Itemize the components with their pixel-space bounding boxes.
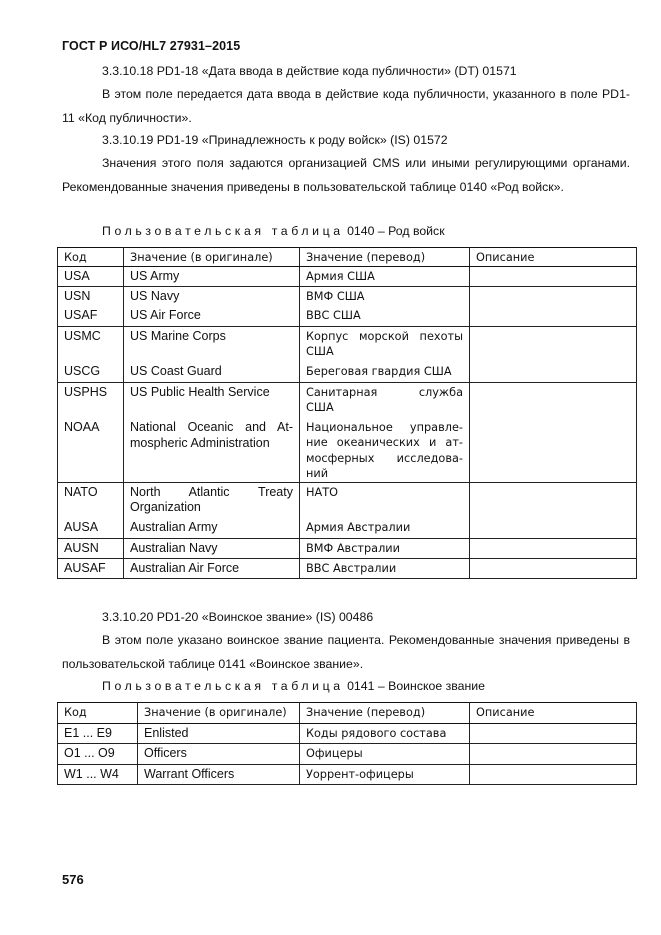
cell-description: [470, 723, 637, 744]
header-cell-original: Значение (в оригинале): [138, 703, 300, 724]
code-nato: NATO: [64, 484, 98, 499]
code-uscg: USCG: [64, 364, 101, 378]
translation-nato: НАТО: [306, 485, 339, 499]
code-usphs: USPHS: [64, 384, 108, 399]
header-cell-code: Код: [58, 248, 124, 267]
cell-description: [470, 558, 637, 578]
table-row-group: [58, 286, 637, 326]
cell-original: [124, 286, 300, 326]
cell-code: USA: [58, 266, 124, 286]
document-header: ГОСТ Р ИСО/HL7 27931–2015: [62, 39, 241, 53]
cell-code: O1 ... O9: [58, 744, 138, 765]
translation-noaa-line4: ний: [306, 467, 329, 480]
cell-translation: Уоррент-офицеры: [300, 764, 470, 785]
original-ausa: Australian Army: [130, 519, 218, 534]
original-usmc: US Marine Corps: [130, 328, 226, 343]
table-0140-caption-title: 0140 – Род войск: [347, 224, 445, 238]
translation-usn: ВМФ США: [306, 289, 365, 303]
original-usn: US Navy: [130, 288, 180, 303]
section-20-heading: 3.3.10.20 PD1-20 «Воинское звание» (IS) 00486: [102, 610, 374, 624]
page-number: 576: [62, 872, 84, 887]
cell-original: [124, 482, 300, 538]
header-cell-translation: Значение (перевод): [300, 248, 470, 267]
translation-usmc-line2: США: [306, 345, 334, 358]
cell-original: [124, 326, 300, 382]
table-row-group: [58, 382, 637, 482]
section-18-body: В этом поле передается дата ввода в действие кода публичности, указанного в поле PD1-11 «Код публичности».: [62, 87, 630, 125]
cell-translation: ВВС Австралии: [300, 558, 470, 578]
cell-original: Enlisted: [138, 723, 300, 744]
cell-description: [470, 326, 637, 382]
original-usphs: US Public Health Service: [130, 384, 270, 399]
cell-code: AUSAF: [58, 558, 124, 578]
table-header-row: [58, 248, 637, 267]
original-noaa-line1: National Oceanic and At-: [130, 420, 293, 434]
cell-code: W1 ... W4: [58, 764, 138, 785]
table-0140: [57, 247, 637, 579]
cell-description: [470, 266, 637, 286]
cell-translation: [300, 326, 470, 382]
table-row: [58, 723, 637, 744]
cell-original: Australian Air Force: [124, 558, 300, 578]
table-0141-caption-label: Пользовательская таблица: [102, 679, 344, 693]
cell-description: [470, 482, 637, 538]
table-row: [58, 538, 637, 558]
cell-translation: Офицеры: [300, 744, 470, 765]
cell-code: E1 ... E9: [58, 723, 138, 744]
translation-noaa-line3: мосферных исследова-: [306, 451, 463, 465]
cell-translation: [300, 482, 470, 538]
original-nato-line2: Organization: [130, 500, 201, 514]
cell-description: [470, 286, 637, 326]
table-row: [58, 558, 637, 578]
code-usaf: USAF: [64, 308, 98, 322]
table-0141-caption: [102, 679, 485, 693]
table-row: [58, 764, 637, 785]
cell-translation: ВМФ Австралии: [300, 538, 470, 558]
cell-translation: [300, 286, 470, 326]
table-0141: [57, 702, 637, 785]
original-usaf: US Air Force: [130, 308, 201, 322]
original-nato-line1: North Atlantic Treaty: [130, 484, 293, 499]
translation-usphs-line1: Санитарная служба: [306, 385, 463, 399]
translation-usphs-line2: США: [306, 401, 334, 414]
cell-description: [470, 382, 637, 482]
table-row-group: [58, 326, 637, 382]
translation-usmc-line1: Корпус морской пехоты: [306, 329, 463, 343]
cell-original: [124, 382, 300, 482]
cell-original: Australian Navy: [124, 538, 300, 558]
translation-usaf: ВВС США: [306, 309, 361, 322]
table-0140-caption-label: Пользовательская таблица: [102, 224, 344, 238]
cell-code: AUSN: [58, 538, 124, 558]
cell-original: Officers: [138, 744, 300, 765]
cell-translation: [300, 382, 470, 482]
table-row-group: [58, 482, 637, 538]
table-header-row: [58, 703, 637, 724]
table-row: [58, 266, 637, 286]
cell-original: Warrant Officers: [138, 764, 300, 785]
code-ausa: AUSA: [64, 520, 99, 534]
cell-translation: Коды рядового состава: [300, 723, 470, 744]
original-uscg: US Coast Guard: [130, 364, 222, 378]
header-cell-description: Описание: [470, 703, 637, 724]
cell-code: [58, 286, 124, 326]
cell-code: [58, 482, 124, 538]
cell-description: [470, 764, 637, 785]
cell-code: [58, 382, 124, 482]
cell-translation: Армия США: [300, 266, 470, 286]
header-cell-translation: Значение (перевод): [300, 703, 470, 724]
cell-code: [58, 326, 124, 382]
table-row: [58, 744, 637, 765]
header-cell-original: Значение (в оригинале): [124, 248, 300, 267]
section-19-heading: 3.3.10.19 PD1-19 «Принадлежность к роду войск» (IS) 01572: [102, 133, 448, 147]
code-usmc: USMC: [64, 328, 101, 343]
cell-description: [470, 538, 637, 558]
translation-uscg: Береговая гвардия США: [306, 364, 452, 378]
section-20-body: В этом поле указано воинское звание пациента. Рекомендованные значения приведены в пользовательской таблице 0141 «Воинское звание».: [62, 633, 630, 671]
translation-noaa-line1: Национальное управле-: [306, 420, 463, 434]
cell-description: [470, 744, 637, 765]
translation-ausa: Армия Австралии: [306, 521, 411, 534]
table-0140-caption: [102, 224, 445, 238]
original-noaa-line2: mospheric Administration: [130, 435, 270, 450]
cell-original: US Army: [124, 266, 300, 286]
header-cell-code: Код: [58, 703, 138, 724]
table-0141-caption-title: 0141 – Воинское звание: [347, 679, 485, 693]
code-noaa: NOAA: [64, 420, 100, 434]
section-19-body: Значения этого поля задаются организацией CMS или иными регулирующими органами. Рекомендованные значения приведены в пользовательской таблице 0140 «Род войск».: [62, 156, 630, 194]
section-18-heading: 3.3.10.18 PD1-18 «Дата ввода в действие кода публичности» (DT) 01571: [102, 64, 517, 78]
header-cell-description: Описание: [470, 248, 637, 267]
translation-noaa-line2: ние океанических и ат-: [306, 436, 463, 449]
code-usn: USN: [64, 288, 91, 303]
